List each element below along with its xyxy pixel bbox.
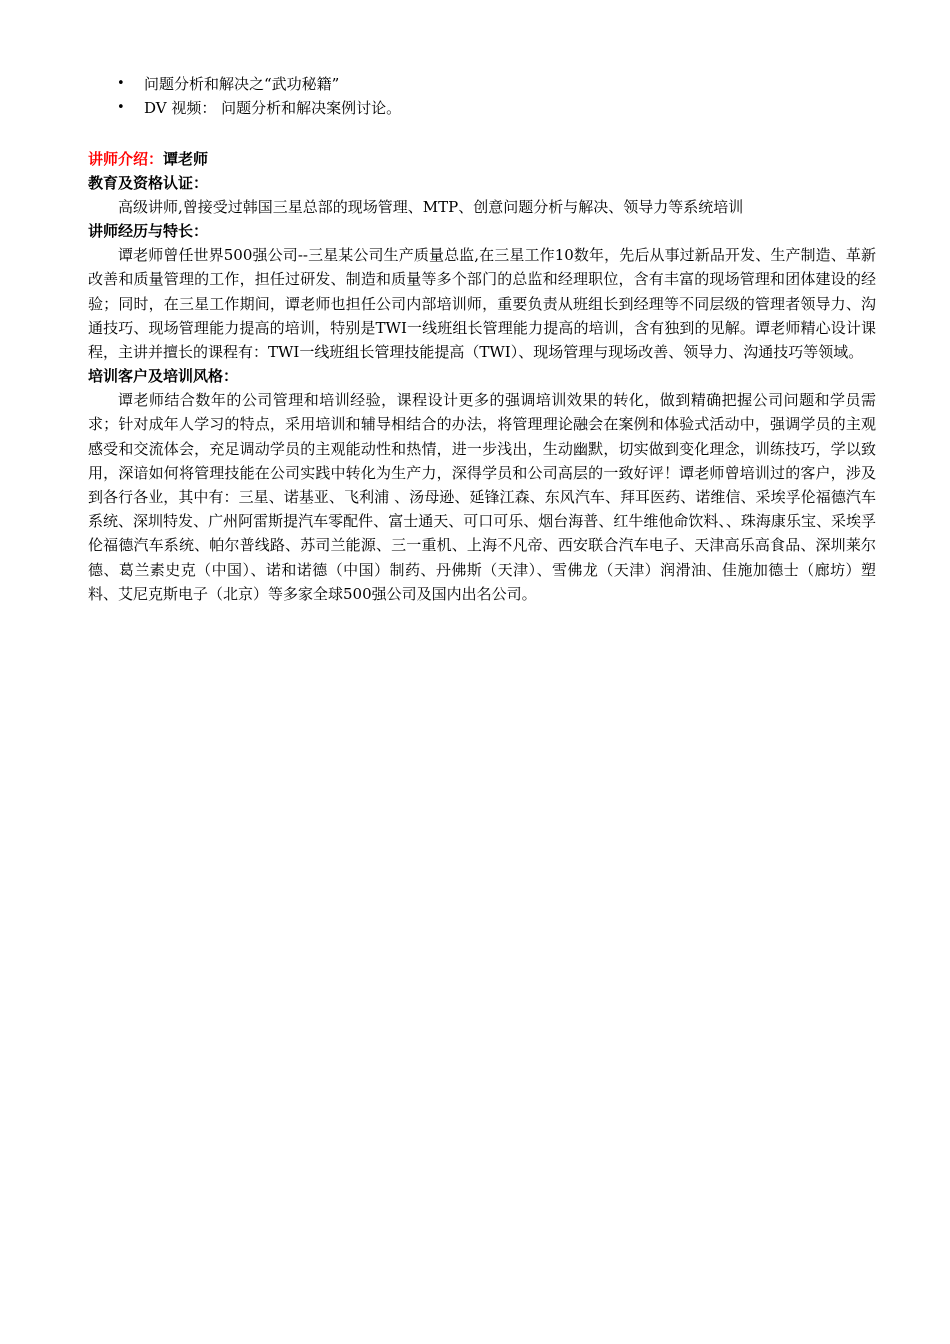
document-page [88, 72, 876, 606]
section-heading-education: 教育及资格认证： [88, 174, 209, 192]
bullet-icon: • [117, 100, 125, 115]
instructor-name: 谭老师 [163, 150, 209, 168]
section-heading-experience: 讲师经历与特长： [88, 222, 209, 241]
bullet-icon: • [117, 76, 125, 91]
instructor-heading [88, 147, 876, 171]
instructor-label: 讲师介绍： [88, 150, 164, 168]
section-body-education: 高级讲师,曾接受过韩国三星总部的现场管理、MTP、创意问题分析与解决、领导力等系统培训 [118, 198, 744, 216]
bullet-item [88, 96, 876, 120]
section-body-clients: 谭老师结合数年的公司管理和培训经验，课程设计更多的强调培训效果的转化，做到精确把握公司问题和学员需求；针对成年人学习的特点，采用培训和辅导相结合的办法，将管理理论融会在案例和体验式活动中，强调学员的主观感受和交流体会，充足调动学员的主观能动性和热情，进一步浅出，生动幽默，切实做到变化理念，训练技巧，学以致用，深谙如何将管理技能在公司实践中转化为生产力，深得学员和公司高层的一致好评！谭老师曾培训过的客户，涉及到各行各业，其中有：三星、诺基亚、飞利浦 、汤母逊、延锋江森、东风汽车、拜耳医药、诺维信、采埃孚伦福德汽车系统、深圳特发、广州阿雷斯提汽车零配件、富士通天、可口可乐、烟台海普、红牛维他命饮料、、珠海康乐宝、采埃孚伦福德汽车系统、帕尔普线路、苏司兰能源、三一重机、上海不凡帝、西安联合汽车电子、天津高乐高食品、深圳莱尔德、葛兰素史克（中国）、诺和诺德（中国）制药、丹佛斯（天津）、雪佛龙（天津）润滑油、佳施加德士（廊坊）塑料、艾尼克斯电子（北京）等多家全球500强公司及国内出名公司。 [88, 391, 876, 603]
section-heading-clients: 培训客户及培训风格： [88, 367, 239, 386]
bullet-text: 问题分析和解决之“武功秘籍” [144, 75, 340, 93]
bullet-list [88, 72, 876, 120]
spacer [88, 120, 876, 147]
bullet-text: DV 视频： 问题分析和解决案例讨论。 [144, 99, 402, 117]
bullet-item [88, 72, 876, 96]
section-body-experience: 谭老师曾任世界500强公司--三星某公司生产质量总监,在三星工作10数年，先后从事过新品开发、生产制造、革新改善和质量管理的工作，担任过研发、制造和质量等多个部门的总监和经理职位，含有丰富的现场管理和团体建设的经验；同时，在三星工作期间，谭老师也担任公司内部培训师，重要负责从班组长到经理等不同层级的管理者领导力、沟通技巧、现场管理能力提高的培训，特别是TWI一线班组长管理能力提高的培训，含有独到的见解。谭老师精心设计课程，主讲并擅长的课程有：TWI一线班组长管理技能提高（TWI）、现场管理与现场改善、领导力、沟通技巧等领域。 [88, 246, 876, 362]
